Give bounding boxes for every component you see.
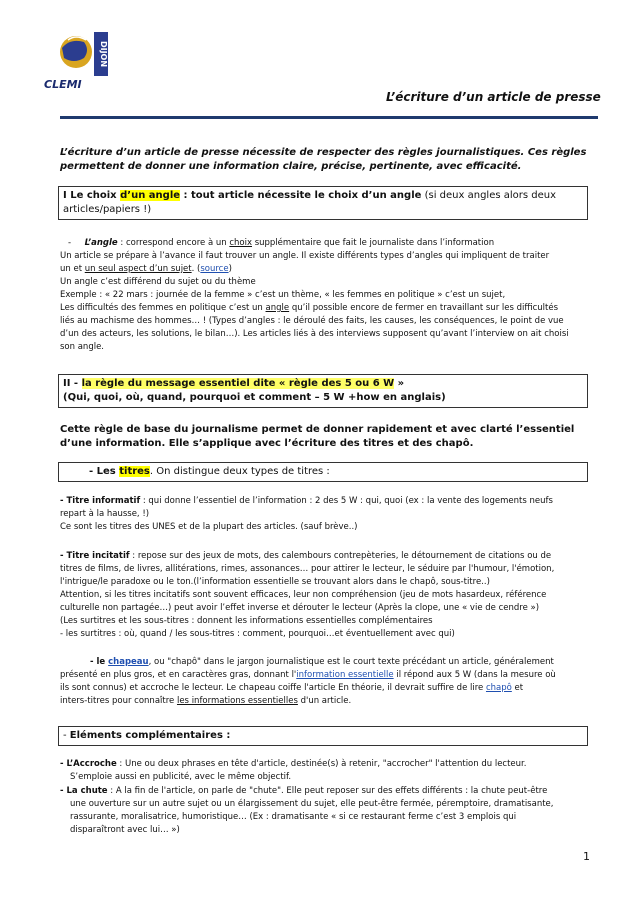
incitatif-l2: titres de films, de livres, allitérations, rimes, assonances… pour attirer le lecteur, le séduire par l'humour, l'émotion, [60, 564, 555, 574]
rule-paragraph: Cette règle de base du journalisme permet de donner rapidement et avec clarté l’essentiel d’une information. Elle s’applique avec l’écriture des titres et des chapô. [60, 424, 575, 449]
angle-l6b: angle [265, 303, 290, 313]
chapeau-block [60, 656, 600, 708]
angle-line4: Un angle c’est différend du sujet ou du thème [60, 277, 256, 287]
section2-t4: (Qui, quoi, où, quand, pourquoi et comment – 5 W +how en anglais) [63, 392, 446, 403]
incitatif-t2: : repose sur des jeux de mots, des calembours contrepèteries, le détournement de citations ou de [129, 551, 552, 561]
chapeau-l4b: les informations essentielles [176, 696, 298, 706]
chute-l3: rassurante, moralisatrice, humoristique… (Ex : dramatisante « si ce restaurant ferme c’est 3 emplois qui [70, 812, 517, 822]
chute-t2: : A la fin de l'article, on parle de "chute". Elle peut reposer sur des effets différents : la chute peut-être [107, 786, 548, 796]
informatif-l2: repart à la hausse, !) [60, 509, 150, 519]
section2-box [58, 374, 588, 408]
incitatif-l6: (Les surtitres et les sous-titres : donnent les informations essentielles complémentaires [60, 616, 433, 626]
incitatif-l4: Attention, si les titres incitatifs sont souvent efficaces, leur non compréhension (jeu de mots hasardeux, référence [60, 590, 547, 600]
incitatif-l3: l'intrigue/le paradoxe ou le ton.(l’information essentielle se trouvant alors dans le chapô, sous-titre..) [60, 577, 490, 587]
titres-t3: . On distingue deux types de titres : [149, 466, 330, 477]
angle-def1: : correspond encore à un [117, 238, 230, 248]
chute-l4: disparaîtront avec lui… ») [70, 825, 180, 835]
intro-paragraph: L’écriture d’un article de presse nécessite de respecter des règles journalistiques. Ces règles permettent de donner une information claire, précise, pertinente, avec efficacité. [60, 147, 587, 172]
accroche-l2: S’emploie aussi en publicité, avec le même objectif. [70, 772, 292, 782]
section1-t2: d’un angle [120, 190, 181, 201]
chapeau-t1: - le [90, 657, 109, 667]
information-essentielle-link[interactable]: information essentielle [296, 670, 394, 680]
chute-t1: - La chute [60, 786, 108, 796]
logo-text-dijon: DIJON [99, 40, 108, 68]
angle-l3e: ) [228, 264, 232, 274]
page-number: 1 [583, 850, 590, 863]
angle-l6a: Les difficultés des femmes en politique c’est un [60, 303, 266, 313]
informatif-t1: - Titre informatif [60, 496, 141, 506]
accroche-t2: : Une ou deux phrases en tête d'article, destinée(s) à retenir, "accrocher" l'attention du lecteur. [116, 759, 527, 769]
angle-line3 [60, 263, 600, 276]
angle-line2: Un article se prépare à l’avance il faut trouver un angle. Il existe différents types d’angles qui impliquent de traiter [60, 251, 550, 261]
section2-t2: la règle du message essentiel dite « règle des 5 ou 6 W [81, 378, 395, 389]
elements-t2: Eléments complémentaires : [69, 730, 231, 741]
chapeau-l4a: inters-titres pour connaître [60, 696, 177, 706]
angle-l6c: qu’il possible encore de fermer en travaillant sur les difficultés [289, 303, 558, 313]
incitatif-block [60, 550, 600, 641]
chute-l2: une ouverture sur un autre sujet ou un élargissement du sujet, elle peut-être fermée, péremptoire, dramatisante, [70, 799, 554, 809]
section1-t3: : tout article nécessite le choix d’un angle [180, 190, 422, 201]
section2-t3: » [394, 378, 405, 389]
informatif-t2: : qui donne l’essentiel de l’information : 2 des 5 W : qui, quoi (ex : la vente des logements neufs [140, 496, 553, 506]
angle-l3b: un seul aspect d’un sujet [84, 264, 192, 274]
accroche-block [60, 758, 600, 784]
chapeau-l3c: et [511, 683, 524, 693]
angle-line7: liés au machisme des hommes… ! (Types d’angles : le déroulé des faits, les causes, les conséquences, le point de vue [60, 316, 564, 326]
incitatif-t1: - Titre incitatif [60, 551, 130, 561]
incitatif-l5: culturelle non partagée…) peut avoir l’effet inverse et dérouter le lecteur (Après la clope, une « vie de cendre ») [60, 603, 540, 613]
informatif-block [60, 495, 600, 534]
chapeau-t3: , ou "chapô" dans le jargon journalistique est le court texte précédant un article, généralement [148, 657, 554, 667]
angle-line8: d’un des acteurs, les solutions, le bilan…). Les articles liés à des interviews supposent qu’avant l’interview on ait choisi [60, 329, 569, 339]
titres-box [58, 462, 588, 482]
accroche-t1: - L’Accroche [60, 759, 117, 769]
angle-l3c: . ( [191, 264, 201, 274]
header-rule [60, 116, 598, 119]
incitatif-l7: - les surtitres : où, quand / les sous-titres : comment, pourquoi…et éventuellement avec qui) [60, 629, 455, 639]
chapeau-l4c: d'un article. [297, 696, 352, 706]
elements-t1: - [63, 730, 70, 741]
logo-text-clemi: CLEMI [44, 78, 82, 91]
angle-def2: supplémentaire que fait le journaliste dans l’information [252, 238, 495, 248]
titres-t1: - Les [89, 466, 120, 477]
angle-line5: Exemple : « 22 mars : journée de la femme » c’est un thème, « les femmes en politique » c’est un sujet, [60, 290, 506, 300]
chapeau-link[interactable]: chapeau [108, 657, 149, 667]
chapeau-l3a: ils sont connus) et accroche le lecteur. Le chapeau coiffe l'article En théorie, il devrait suffire de lire [60, 683, 486, 693]
chapeau-l2c: il répond aux 5 W (dans la mesure où [393, 670, 556, 680]
angle-l3a: un et [60, 264, 85, 274]
elements-box [58, 726, 588, 746]
angle-dash: - [68, 238, 72, 248]
section1-t4: (si deux angles alors deux articles/papiers !) [63, 190, 557, 215]
titres-t2: titres [119, 466, 150, 477]
section2-t1: II - [63, 378, 82, 389]
angle-line6 [60, 302, 600, 315]
chute-block [60, 785, 600, 837]
angle-term: L’angle [84, 238, 118, 248]
angle-choix: choix [229, 238, 252, 248]
angle-block [60, 237, 600, 354]
informatif-l3: Ce sont les titres des UNES et de la plupart des articles. (sauf brève..) [60, 522, 358, 532]
section1-t1: I Le choix [63, 190, 121, 201]
clemi-logo [40, 30, 122, 92]
document-title: L’écriture d’un article de presse [386, 90, 601, 104]
section1-box [58, 186, 588, 220]
angle-line9: son angle. [60, 342, 105, 352]
chapeau-l2: présenté en plus gros, et en caractères gras, donnant l' [60, 670, 297, 680]
source-link[interactable]: source [200, 264, 229, 274]
chapo-link[interactable]: chapô [485, 683, 512, 693]
